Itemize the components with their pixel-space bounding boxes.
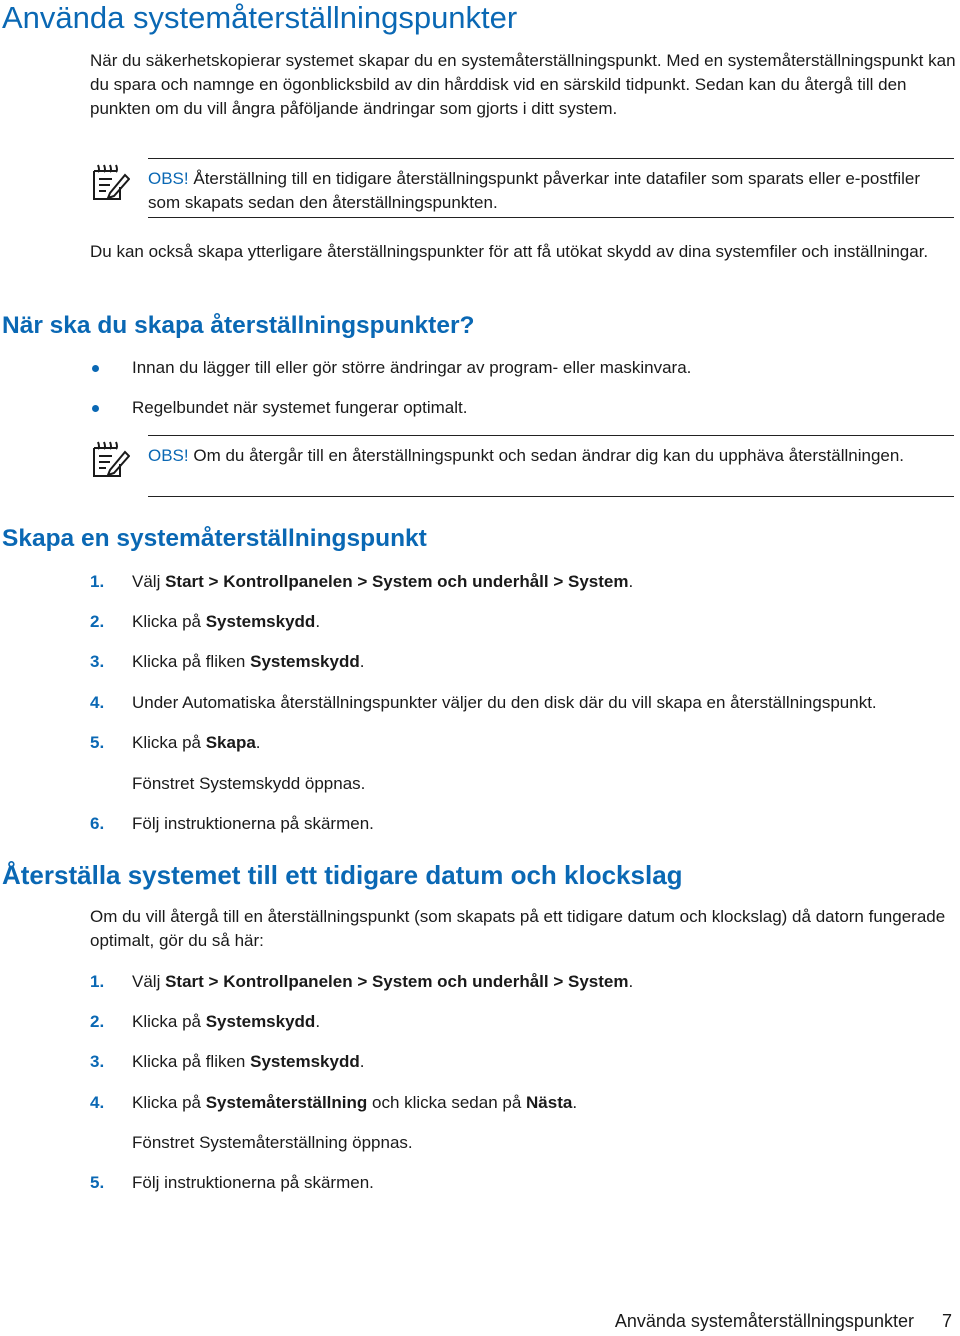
note-box-1 <box>90 158 954 218</box>
paragraph-2: Du kan också skapa ytterligare återställningspunkter för att få utökat skydd av dina systemfiler och inställningar. <box>90 242 929 261</box>
note-body: Om du återgår till en återställningspunkt och sedan ändrar dig kan du upphäva återställningen. <box>193 446 905 465</box>
note-text-2 <box>148 444 954 468</box>
step-result: Fönstret Systemskydd öppnas. <box>132 774 366 793</box>
note-text-1 <box>148 167 954 215</box>
intro-paragraph: När du säkerhetskopierar systemet skapar du en systemåterställningspunkt. Med en systemåterställningspunkt kan du spara och namnge en ögonblicksbild av din hårddisk vid en särskild tidpunkt. Sedan kan du återgå till den punkten om du vill ångra påföljande ändringar som gjorts i ditt system. <box>90 51 956 118</box>
heading-create: Skapa en systemåterställningspunkt <box>2 525 427 552</box>
note-rule-bottom <box>148 217 954 218</box>
bullet-dot-icon <box>92 405 99 412</box>
bullet-dot-icon <box>92 365 99 372</box>
note-box-2 <box>90 435 954 497</box>
heading-when: När ska du skapa återställningspunkter? <box>2 312 475 339</box>
note-rule-bottom <box>148 496 954 497</box>
page-footer <box>615 1311 952 1332</box>
restore-intro: Om du vill återgå till en återställningspunkt (som skapats på ett tidigare datum och klockslag) då datorn fungerade optimalt, gör du så här: <box>90 907 946 950</box>
note-pencil-icon <box>90 440 130 480</box>
note-body: Återställning till en tidigare återställningspunkt påverkar inte datafiler som sparats eller e-postfiler som skapats sedan den återställningspunkten. <box>148 169 920 212</box>
step-result: Fönstret Systemåterställning öppnas. <box>132 1133 413 1152</box>
page-number: 7 <box>941 1311 952 1331</box>
note-pencil-icon <box>90 163 130 203</box>
note-rule-top <box>148 435 954 436</box>
page-title: Använda systemåterställningspunkter <box>2 0 518 35</box>
heading-restore: Återställa systemet till ett tidigare datum och klockslag <box>2 860 683 890</box>
note-label: OBS! <box>148 446 189 465</box>
note-rule-top <box>148 158 954 159</box>
footer-title: Använda systemåterställningspunkter <box>614 1311 914 1331</box>
note-label: OBS! <box>148 169 189 188</box>
